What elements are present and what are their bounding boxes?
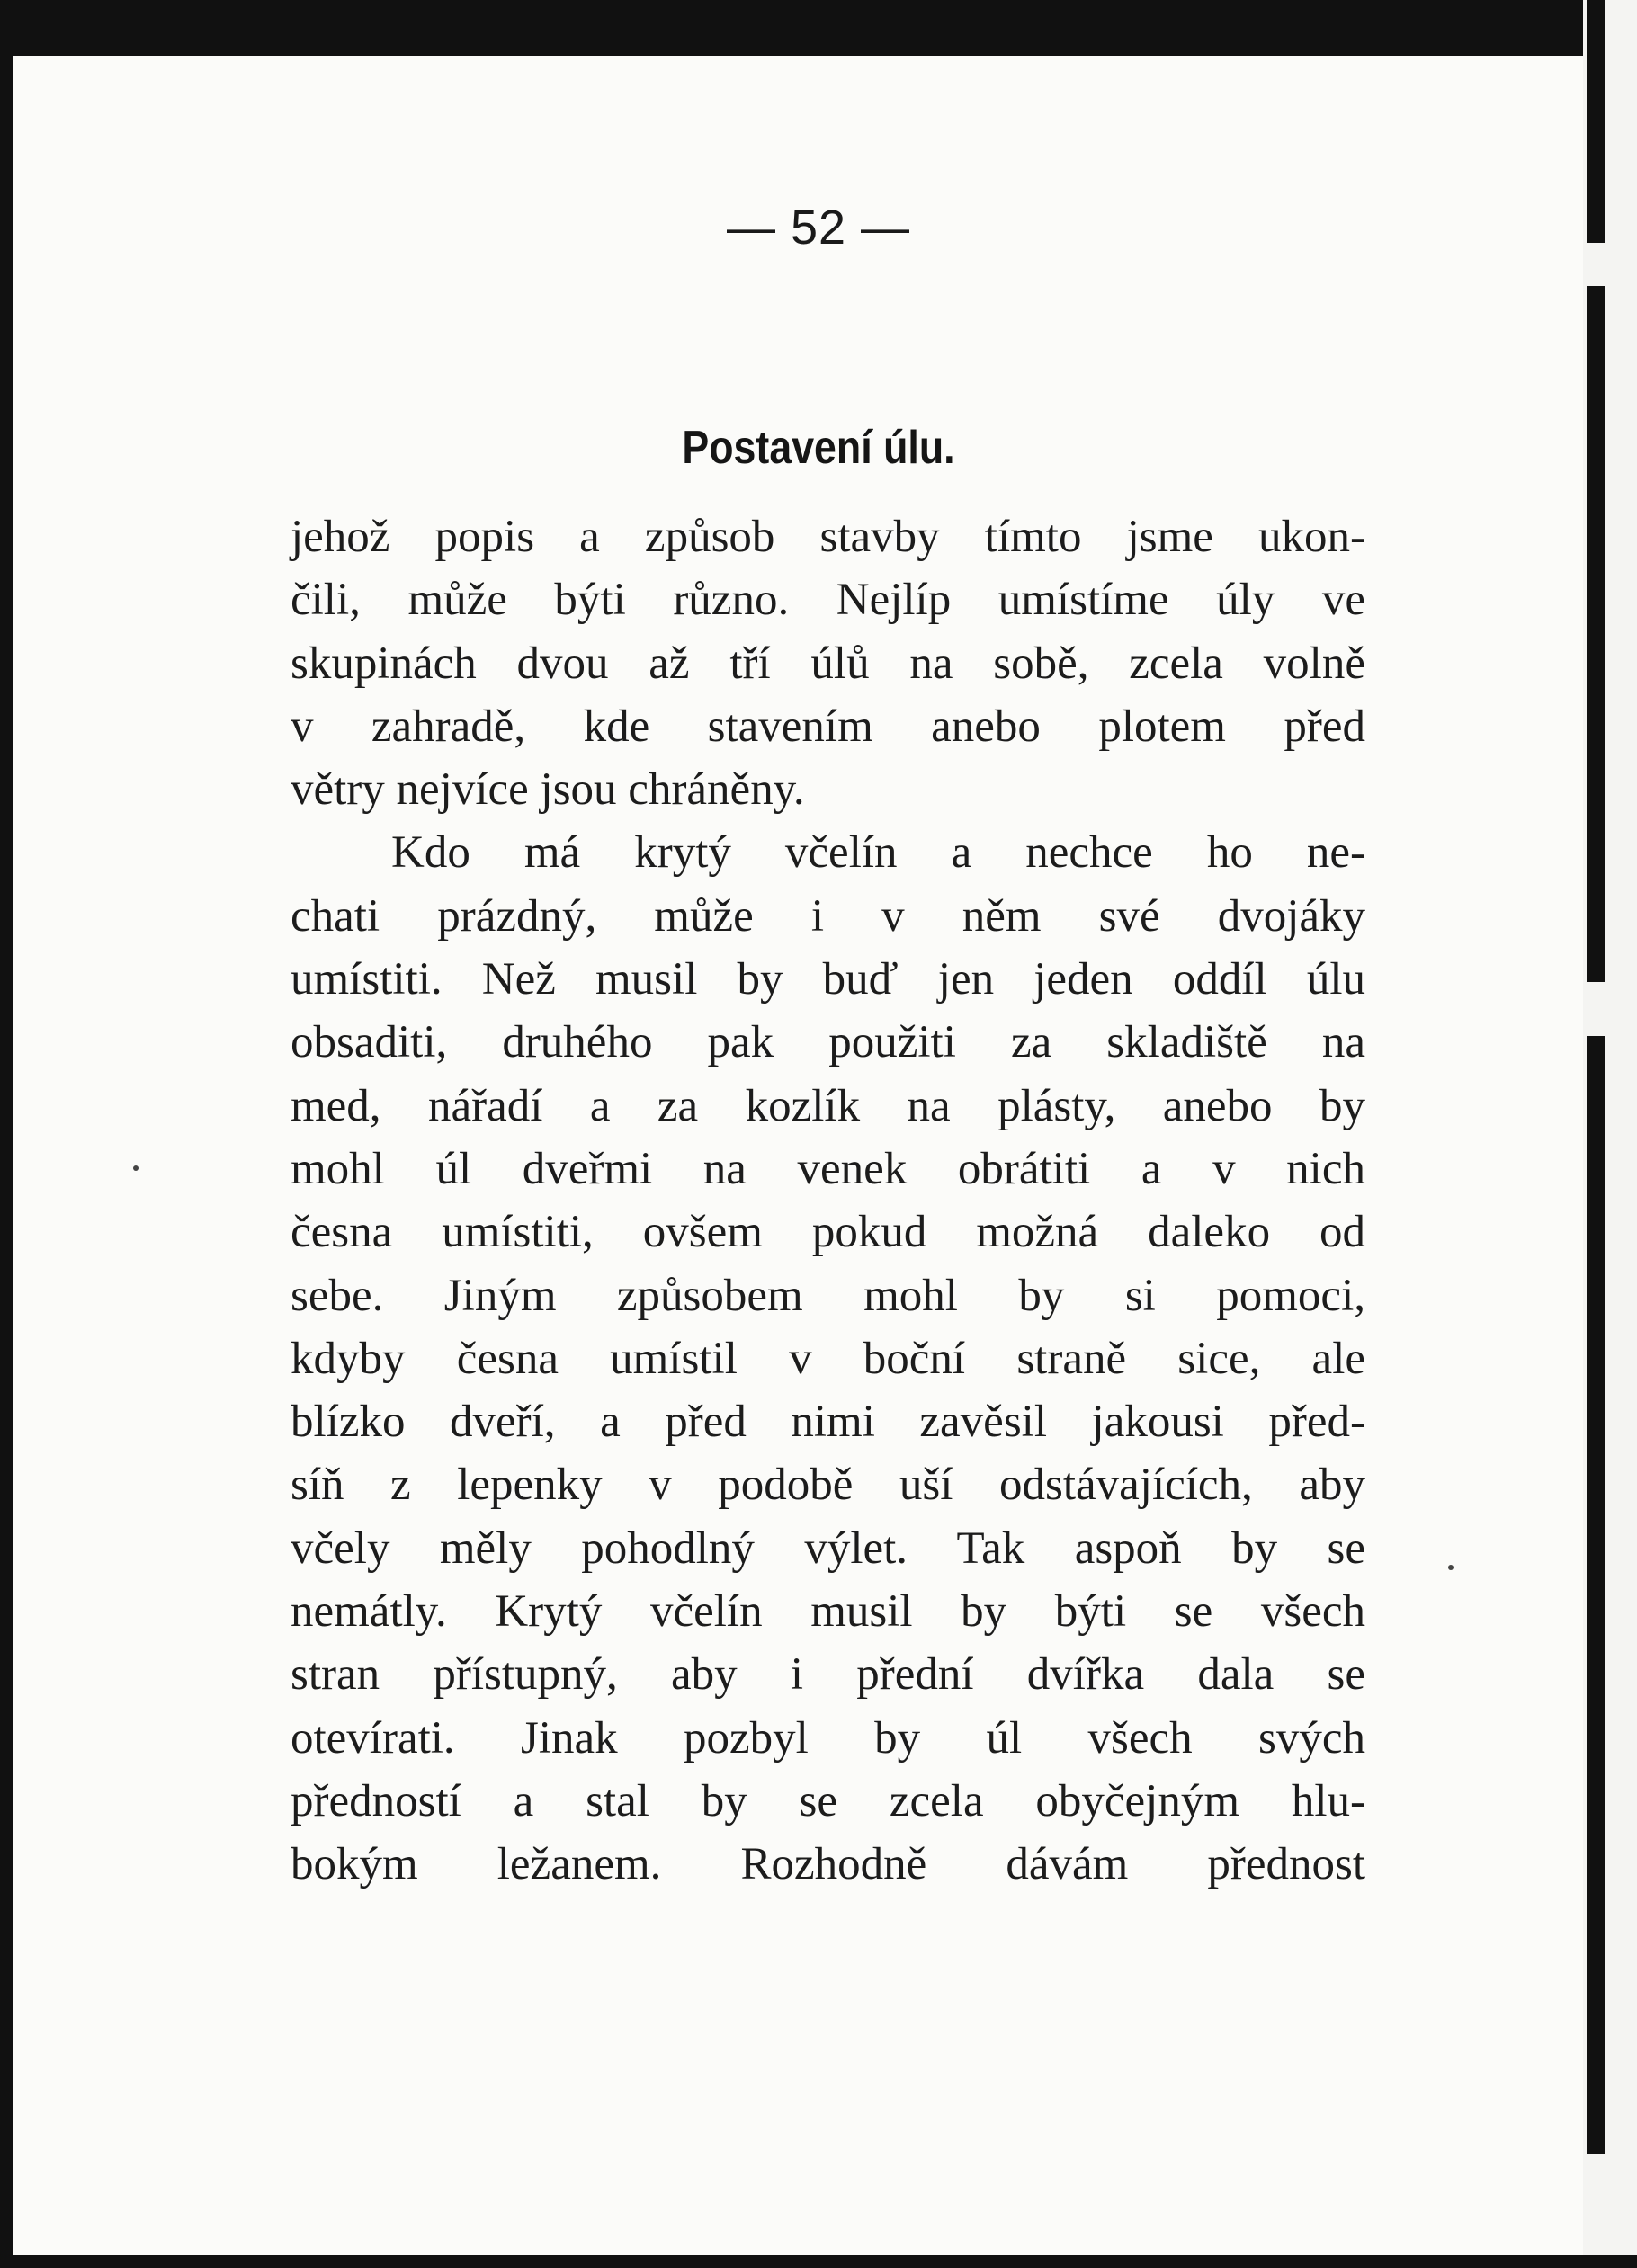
text-line: větry nejvíce jsou chráněny.	[291, 764, 805, 816]
text-line: bokým ležanem. Rozhodně dávám přednost	[291, 1839, 1365, 1890]
text-line: chati prázdný, může i v něm své dvojáky	[291, 890, 1365, 942]
section-heading: Postavení úlu.	[682, 422, 955, 474]
text-line: sebe. Jiným způsobem mohl by si pomoci,	[291, 1270, 1365, 1321]
text-line: mohl úl dveřmi na venek obrátiti a v nich	[291, 1143, 1365, 1194]
text-line: otevírati. Jinak pozbyl by úl všech svých	[291, 1712, 1365, 1764]
text-line: kdyby česna umístil v boční straně sice, ale	[291, 1333, 1365, 1384]
text-line: obsaditi, druhého pak použiti za skladiště na	[291, 1017, 1365, 1068]
paragraph-2	[291, 821, 1365, 1896]
text-line: stran přístupný, aby i přední dvířka dala se	[291, 1649, 1365, 1701]
text-line: včely měly pohodlný výlet. Tak aspoň by se	[291, 1522, 1365, 1574]
text-line: v zahradě, kde stavením anebo plotem před	[291, 701, 1365, 752]
body-text	[291, 505, 1365, 1897]
text-line: med, nářadí a za kozlík na plásty, anebo by	[291, 1080, 1365, 1131]
text-line: česna umístiti, ovšem pokud možná daleko od	[291, 1207, 1365, 1258]
text-line: síň z lepenky v podobě uší odstávajících, aby	[291, 1460, 1365, 1511]
text-line: Kdo má krytý včelín a nechce ho ne-	[391, 827, 1365, 879]
text-line: nemátly. Krytý včelín musil by býti se všech	[291, 1586, 1365, 1638]
text-line: blízko dveří, a před nimi zavěsil jakousi před-	[291, 1397, 1365, 1448]
text-line: umístiti. Než musil by buď jen jeden oddíl úlu	[291, 954, 1365, 1005]
text-line: skupinách dvou až tří úlů na sobě, zcela volně	[291, 638, 1365, 689]
edge-gap	[1587, 2154, 1605, 2255]
text-line: předností a stal by se zcela obyčejným hlu-	[291, 1775, 1365, 1826]
right-scan-edge	[1587, 0, 1605, 2268]
text-line: čili, může býti různo. Nejlíp umístíme úly ve	[291, 575, 1365, 626]
page-number: — 52 —	[726, 201, 911, 254]
bottom-scan-edge	[0, 2255, 1637, 2268]
text-line: jehož popis a způsob stavby tímto jsme ukon-	[291, 512, 1365, 562]
scan-speck	[1448, 1565, 1454, 1570]
edge-gap	[1587, 982, 1605, 1036]
scan-speck	[133, 1165, 139, 1171]
paragraph-1	[291, 505, 1365, 821]
